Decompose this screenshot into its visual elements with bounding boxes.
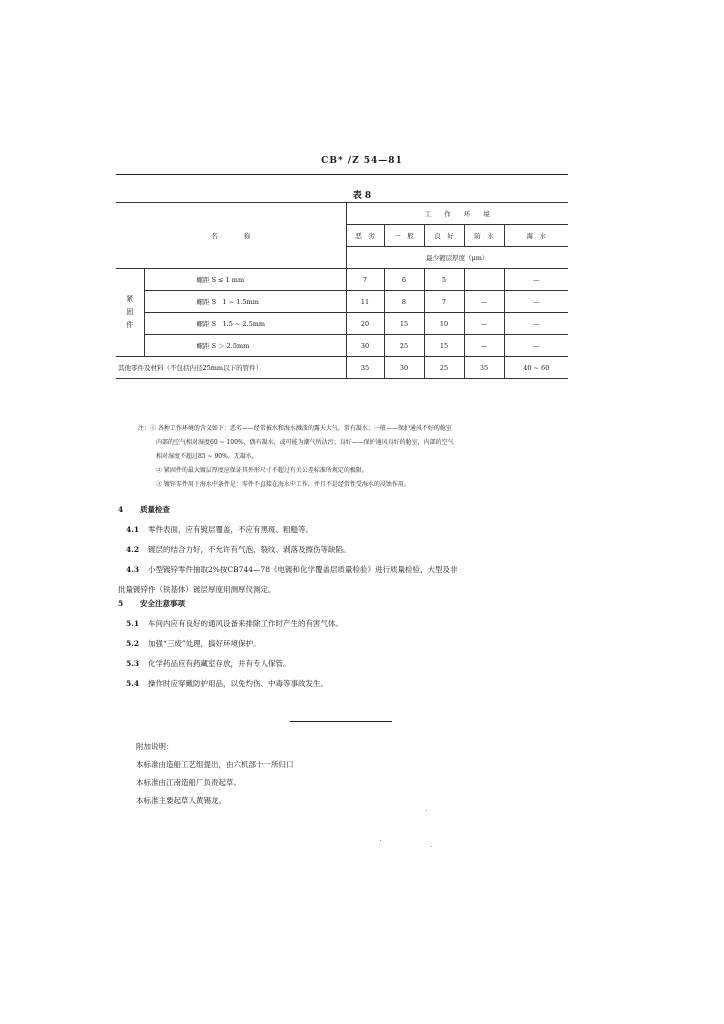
appendix-line: 本标准由江南造船厂负责起草。 [136, 778, 241, 787]
note-line: 注：① 各种工作环境的含义如下：恶劣——经常被水和海水溅泼的露天大气，常有凝水；一般——保护通风不好的舱室 [138, 425, 452, 432]
cell: — [464, 291, 504, 313]
section-5 [118, 594, 566, 694]
cell: — [504, 335, 568, 357]
cell: 7 [346, 269, 384, 291]
clause-text: 镀层的结合力好，不允许有气泡、裂纹、剥落及擦伤等缺陷。 [148, 545, 351, 554]
appendix-notes [136, 738, 294, 810]
cell: 40 ~ 60 [504, 357, 568, 379]
clause-text: 操作时应穿戴防护用品，以免灼伤、中毒等事故发生。 [148, 679, 328, 688]
cell: — [464, 335, 504, 357]
cell: 35 [346, 357, 384, 379]
cell: 35 [464, 357, 504, 379]
scan-speck [426, 810, 427, 811]
table-notes [138, 422, 568, 492]
cell: 7 [424, 291, 464, 313]
clause-text: 车间内应有良好的通风设备来排除工作时产生的有害气体。 [148, 619, 343, 628]
clause-number: 5.4 [126, 679, 140, 688]
cell: 15 [424, 335, 464, 357]
appendix-line: 附加说明： [136, 742, 174, 751]
cell: 15 [384, 313, 424, 335]
cell: — [464, 313, 504, 335]
appendix-line: 本标准由造船工艺组提出，由六机部十一所归口 [136, 760, 294, 769]
clause-number: 4.3 [126, 565, 140, 574]
env-col-general: 一 般 [384, 225, 424, 247]
cell: 10 [424, 313, 464, 335]
cell: — [504, 269, 568, 291]
work-env-header: 工 作 环 境 [346, 203, 568, 225]
clause-number: 4.1 [126, 525, 140, 534]
clause [126, 634, 566, 654]
row-name: 螺距 S ≤ 1 mm [144, 269, 346, 291]
section-title: 安全注意事项 [140, 599, 185, 608]
env-col-good: 良 好 [424, 225, 464, 247]
col-name-header: 名 称 [116, 203, 346, 269]
cell: 25 [424, 357, 464, 379]
row-name: 螺距 S 1 ~ 1.5mm [144, 291, 346, 313]
clause-number: 5.2 [126, 639, 140, 648]
cell: 25 [384, 335, 424, 357]
section-4 [118, 500, 566, 600]
section-number: 4 [118, 505, 124, 514]
clause-number: 5.3 [126, 659, 140, 668]
cell: 5 [424, 269, 464, 291]
clause-text: 化学药品应有药藏室存放，并有专人保管。 [148, 659, 291, 668]
clause [126, 520, 566, 540]
cell: — [504, 291, 568, 313]
table-8 [116, 202, 568, 379]
env-col-seawater: 海 水 [504, 225, 568, 247]
note-line: 内部的空气相对湿度60 ~ 100%，偶有凝水，或可能为潮气所沾污；良好——保护通风良好的舱室，内部的空气 [156, 439, 454, 446]
cell [464, 269, 504, 291]
cell: 30 [346, 335, 384, 357]
table-title: 表 8 [352, 191, 372, 201]
scan-speck [431, 846, 432, 847]
env-col-severe: 恶 劣 [346, 225, 384, 247]
appendix-line: 本标准主要起草人黄锡龙。 [136, 796, 226, 805]
row-name: 螺距 S 1.5 ~ 2.5mm [144, 313, 346, 335]
scan-speck [380, 840, 381, 841]
clause [126, 540, 566, 560]
clause-number: 5.1 [126, 619, 140, 628]
section-5-heading [118, 594, 566, 614]
clause-text: 加强“三废”处理，搞好环境保护。 [148, 639, 261, 648]
note-line: 相对湿度不超过85 ~ 90%，无凝水。 [156, 453, 258, 460]
cell: 20 [346, 313, 384, 335]
clause-number: 4.2 [126, 545, 140, 554]
other-row-name: 其他零件及材料（不包括内径25mm以下的管件） [116, 357, 346, 379]
cell: 6 [384, 269, 424, 291]
cell: 30 [384, 357, 424, 379]
cell: 8 [384, 291, 424, 313]
cell: — [504, 313, 568, 335]
section-number: 5 [118, 599, 124, 608]
fastener-label-text: 紧 固 件 [126, 294, 134, 330]
clause [126, 614, 566, 634]
fastener-label [116, 269, 144, 357]
note-line: ③ 镀锌零件用于海水中条件是：零件不直接在海水中工作，并且不是经常性受海水的浸蚀作用。 [156, 481, 410, 488]
unit-header: 最少镀层厚度（μm） [346, 247, 568, 269]
clause-text: 批量镀锌件（铁基体）镀层厚度用测厚仪测定。 [118, 585, 276, 594]
note-line: ② 紧固件的最大镀层厚度应保证其外形尺寸不超过有关公差标准所规定的极限。 [156, 467, 368, 474]
page-header: CB* /Z 54—81 [321, 156, 403, 166]
env-col-waterproof: 防 水 [464, 225, 504, 247]
row-name: 螺距 S ＞ 2.5mm [144, 335, 346, 357]
cell: 11 [346, 291, 384, 313]
separator-rule [290, 721, 392, 722]
section-title: 质量检查 [140, 505, 170, 514]
clause-text: 小型镀锌零件抽取2%按CB744—78《电镀和化学覆盖层质量检验》进行质量检验，大型及非 [148, 565, 458, 574]
clause-text: 零件表面，应有镀层覆盖，不应有黑斑、粗糙等。 [148, 525, 313, 534]
clause [126, 560, 566, 580]
header-rule [116, 174, 568, 175]
section-4-heading [118, 500, 566, 520]
clause [126, 674, 566, 694]
clause [126, 654, 566, 674]
